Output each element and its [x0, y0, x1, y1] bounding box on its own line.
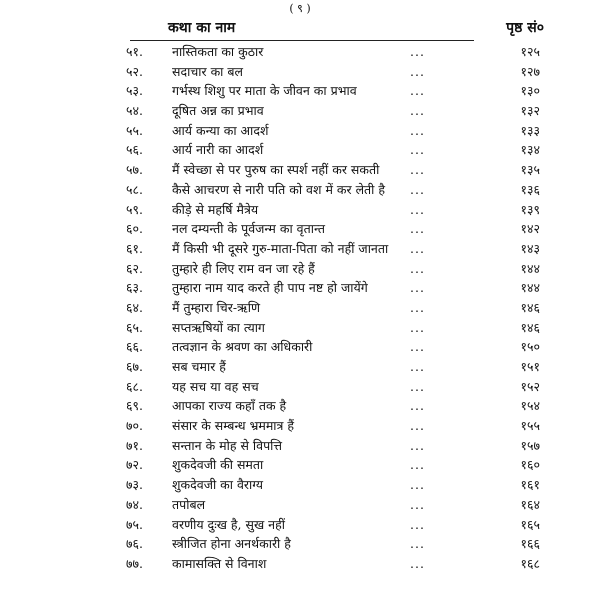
toc-entry-leader: ... [410, 299, 425, 315]
toc-entry [0, 436, 600, 456]
toc-entry [0, 219, 600, 239]
toc-entry-page: १६५ [520, 516, 540, 532]
toc-entry-title: वरणीय दुःख है, सुख नहीं [172, 516, 285, 532]
toc-entry-number: ५७. [126, 162, 143, 178]
toc-entry-leader: ... [410, 280, 425, 296]
toc-entry [0, 200, 600, 220]
toc-entry-number: ६८. [126, 378, 143, 394]
toc-entry-leader: ... [410, 142, 425, 158]
toc-entry-number: ६१. [126, 240, 143, 256]
toc-entry-title: शुकदेवजी की समता [172, 457, 264, 473]
toc-entry-title: स्त्रीजित होना अनर्थकारी है [172, 536, 291, 552]
toc-entry-number: ५३. [126, 83, 143, 99]
toc-entry-title: आर्य कन्या का आदर्श [172, 122, 269, 138]
toc-entry-leader: ... [410, 103, 425, 119]
toc-entry-title: मैं किसी भी दूसरे गुरु-माता-पिता को नहीं जानता [172, 240, 389, 256]
toc-entry [0, 534, 600, 554]
toc-entry-number: ६३. [126, 280, 143, 296]
toc-entry-page: १६४ [520, 496, 540, 512]
toc-entry-page: १३६ [520, 181, 540, 197]
toc-entry-number: ७४. [126, 496, 143, 512]
toc-entry-leader: ... [410, 496, 425, 512]
toc-entry-number: ७२. [126, 457, 143, 473]
toc-entry-number: ५४. [126, 103, 143, 119]
toc-entry-title: गर्भस्थ शिशु पर माता के जीवन का प्रभाव [172, 83, 357, 99]
toc-entry-number: ६६. [126, 339, 143, 355]
toc-entry-title: दूषित अन्न का प्रभाव [172, 103, 264, 119]
toc-entry-leader: ... [410, 201, 425, 217]
toc-entry-page: १५७ [520, 437, 540, 453]
toc-entry-page: १४४ [520, 280, 540, 296]
toc-header-title: कथा का नाम [168, 20, 236, 36]
toc-entry-page: १२७ [520, 63, 540, 79]
toc-entry-page: १३४ [520, 142, 540, 158]
toc-entry-title: शुकदेवजी का वैराग्य [172, 477, 264, 493]
toc-entry-number: ६९. [126, 398, 143, 414]
toc-entry-page: १५५ [520, 418, 540, 434]
toc-entry-page: १३० [520, 83, 540, 99]
toc-entry-page: १४६ [520, 319, 540, 335]
toc-entry [0, 101, 600, 121]
toc-entry-leader: ... [410, 221, 425, 237]
toc-entry [0, 140, 600, 160]
toc-entry [0, 377, 600, 397]
toc-entry-leader: ... [410, 477, 425, 493]
toc-entry-number: ६०. [126, 221, 143, 237]
toc-entry-page: १६१ [520, 477, 540, 493]
page-number: ( ९ ) [289, 2, 311, 15]
toc-entry-title: सदाचार का बल [172, 63, 244, 79]
toc-entry-number: ७३. [126, 477, 143, 493]
toc-entry [0, 81, 600, 101]
toc-entry-number: ७६. [126, 536, 143, 552]
toc-entry-title: संसार के सम्बन्ध भ्रममात्र हैं [172, 418, 295, 434]
toc-entry-page: १५१ [520, 359, 540, 374]
toc-entry [0, 278, 600, 298]
toc-entry-title: आपका राज्य कहाँ तक है [172, 398, 287, 414]
toc-entry-leader: ... [410, 555, 425, 571]
toc-entry-title: तत्वज्ञान के श्रवण का अधिकारी [172, 339, 313, 355]
toc-entry-page: १५४ [520, 398, 540, 414]
toc-entry [0, 455, 600, 475]
toc-entry-leader: ... [410, 63, 425, 79]
toc-entry-leader: ... [410, 339, 425, 355]
toc-entry-leader: ... [410, 536, 425, 552]
toc-entry [0, 318, 600, 338]
toc-entry-title: सब चमार हैं [172, 359, 226, 374]
toc-entry [0, 396, 600, 416]
toc-entry-title: कीड़े से महर्षि मैत्रेय [172, 201, 259, 217]
toc-entry-title: तुम्हारा नाम याद करते ही पाप नष्ट हो जायेंगे [172, 280, 368, 296]
toc-entry-page: १६० [520, 457, 540, 473]
toc-entry-title: कैसे आचरण से नारी पति को वश में कर लेती है [172, 181, 386, 197]
toc-entry-title: मैं तुम्हारा चिर-ऋणि [172, 299, 260, 315]
toc-entry-page: १४४ [520, 260, 540, 276]
toc-entry-leader: ... [410, 240, 425, 256]
toc-entry [0, 475, 600, 495]
toc-entry-number: ५६. [126, 142, 143, 158]
toc-entry [0, 160, 600, 180]
toc-entry-title: आर्य नारी का आदर्श [172, 142, 264, 158]
toc-entry-title: तपोबल [172, 496, 206, 512]
toc-entry-title: सन्तान के मोह से विपत्ति [172, 437, 283, 453]
toc-entry-number: ७०. [126, 418, 143, 434]
toc-entry [0, 62, 600, 82]
toc-entry [0, 239, 600, 259]
toc-entry [0, 180, 600, 200]
toc-entry [0, 259, 600, 279]
toc-entry-leader: ... [410, 181, 425, 197]
toc-entry-page: १५० [520, 339, 540, 355]
toc-entry-title: कामासक्ति से विनाश [172, 555, 267, 571]
toc-entry-number: ६४. [126, 299, 143, 315]
toc-entry-page: १३२ [520, 103, 540, 119]
toc-entry-page: १५२ [520, 378, 540, 394]
toc-header [0, 16, 600, 40]
toc-entry-number: ५८. [126, 181, 143, 197]
toc-entry-page: १३५ [520, 162, 540, 178]
toc-entry-number: ५५. [126, 122, 143, 138]
toc-entry-page: १४६ [520, 299, 540, 315]
toc-entry [0, 554, 600, 574]
toc-entry-number: ७१. [126, 437, 143, 453]
toc-entry-page: १६८ [520, 555, 540, 571]
toc-entry-number: ५१. [126, 44, 143, 59]
toc-entry-title: मैं स्वेच्छा से पर पुरुष का स्पर्श नहीं कर सकती [172, 162, 380, 178]
toc-entry-number: ५२. [126, 63, 143, 79]
header-divider [130, 40, 474, 41]
toc-entry-page: १४२ [520, 221, 540, 237]
toc-entry-title: नास्तिकता का कुठार [172, 44, 264, 59]
toc-entry-number: ५९. [126, 201, 143, 217]
table-of-contents [0, 42, 600, 574]
toc-entry-leader: ... [410, 516, 425, 532]
toc-entry [0, 121, 600, 141]
toc-entry-title: नल दम्यन्ती के पूर्वजन्म का वृतान्त [172, 221, 325, 237]
toc-entry-leader: ... [410, 457, 425, 473]
toc-entry-page: १२५ [520, 44, 540, 59]
toc-entry [0, 42, 600, 62]
toc-entry-leader: ... [410, 162, 425, 178]
toc-entry [0, 495, 600, 515]
toc-entry-number: ६५. [126, 319, 143, 335]
toc-entry-number: ६२. [126, 260, 143, 276]
toc-entry-number: ६७. [126, 359, 143, 374]
toc-entry-title: तुम्हारे ही लिए राम वन जा रहे हैं [172, 260, 315, 276]
toc-header-page-label: पृष्ठ सं० [506, 20, 544, 36]
toc-entry-number: ७७. [126, 555, 143, 571]
toc-entry-leader: ... [410, 359, 425, 374]
toc-entry-page: १३३ [520, 122, 540, 138]
toc-entry [0, 515, 600, 535]
toc-entry-leader: ... [410, 378, 425, 394]
toc-entry-leader: ... [410, 319, 425, 335]
toc-entry [0, 357, 600, 377]
toc-entry-leader: ... [410, 44, 425, 59]
toc-entry-page: १६६ [520, 536, 540, 552]
toc-entry [0, 298, 600, 318]
toc-entry-page: १४३ [520, 240, 540, 256]
toc-entry-leader: ... [410, 437, 425, 453]
toc-entry-leader: ... [410, 398, 425, 414]
toc-entry-page: १३९ [520, 201, 540, 217]
toc-entry [0, 337, 600, 357]
toc-entry-leader: ... [410, 418, 425, 434]
toc-entry-title: यह सच या वह सच [172, 378, 259, 394]
toc-entry-number: ७५. [126, 516, 143, 532]
toc-entry [0, 416, 600, 436]
toc-entry-title: सप्तऋषियों का त्याग [172, 319, 265, 335]
toc-entry-leader: ... [410, 83, 425, 99]
toc-entry-leader: ... [410, 260, 425, 276]
toc-entry-leader: ... [410, 122, 425, 138]
